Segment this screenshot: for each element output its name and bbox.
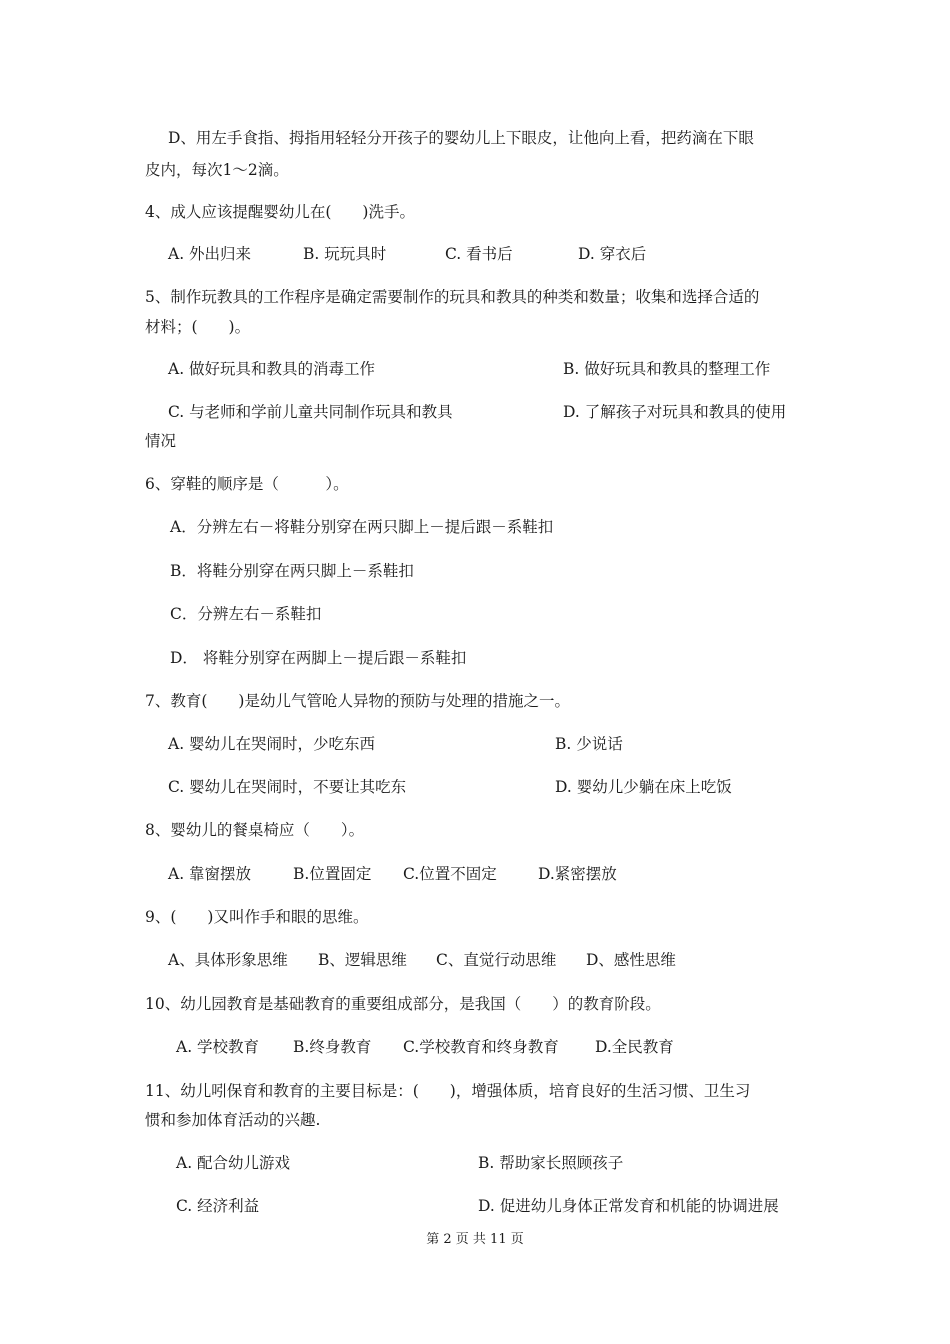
q5-option-c: C. 与老师和学前儿童共同制作玩具和教具 [168,403,453,421]
q8-option-a: A. 靠窗摆放 [168,865,252,883]
q10-option-b: B.终身教育 [293,1038,372,1056]
q4-option-d: D. 穿衣后 [578,245,647,263]
q8-option-b: B.位置固定 [293,865,372,883]
q6-option-c: C．分辨左右－系鞋扣 [170,605,322,623]
q3-option-d-line2: 皮内，每次1～2滴。 [145,161,289,179]
q3-option-d-line1: D、用左手食指、拇指用轻轻分开孩子的婴幼儿上下眼皮，让他向上看，把药滴在下眼 [168,129,754,147]
q7-option-c: C. 婴幼儿在哭闹时，不要让其吃东 [168,778,407,796]
q11-stem-line2: 惯和参加体育活动的兴趣. [145,1111,321,1129]
q6-option-d: D． 将鞋分别穿在两脚上－提后跟－系鞋扣 [170,649,467,667]
page-number: 第 2 页 共 11 页 [426,1232,524,1247]
q6-option-b: B．将鞋分别穿在两只脚上－系鞋扣 [170,562,414,580]
q11-option-a: A. 配合幼儿游戏 [176,1154,291,1172]
q10-option-a: A. 学校教育 [176,1038,260,1056]
q9-option-c: C、直觉行动思维 [436,951,557,969]
q6-stem: 6、穿鞋的顺序是（ ）。 [145,475,349,493]
q7-stem: 7、教育( )是幼儿气管呛人异物的预防与处理的措施之一。 [145,692,570,710]
q11-option-b: B. 帮助家长照顾孩子 [478,1154,624,1172]
q10-option-c: C.学校教育和终身教育 [403,1038,559,1056]
q4-option-a: A. 外出归来 [168,245,252,263]
q7-option-d: D. 婴幼儿少躺在床上吃饭 [555,778,732,796]
q9-stem: 9、( )又叫作手和眼的思维。 [145,908,369,926]
q4-stem: 4、成人应该提醒婴幼儿在( )洗手。 [145,203,415,221]
q11-option-d: D. 促进幼儿身体正常发育和机能的协调进展 [478,1197,779,1215]
q11-stem-line1: 11、幼儿吲保育和教育的主要目标是：( )，增强体质，培育良好的生活习惯、卫生习 [145,1082,751,1100]
q5-option-b: B. 做好玩具和教具的整理工作 [563,360,771,378]
q7-option-b: B. 少说话 [555,735,623,753]
q8-option-d: D.紧密摆放 [538,865,617,883]
q6-option-a: A．分辨左右－将鞋分别穿在两只脚上－提后跟－系鞋扣 [170,518,554,536]
q10-stem: 10、幼儿园教育是基础教育的重要组成部分，是我国（ ）的教育阶段。 [145,995,661,1013]
q5-option-d: D. 了解孩子对玩具和教具的使用 [563,403,787,421]
q5-option-d-wrap: 情况 [145,432,177,450]
q8-option-c: C.位置不固定 [403,865,497,883]
q10-option-d: D.全民教育 [595,1038,674,1056]
q4-option-b: B. 玩玩具时 [303,245,387,263]
q5-stem-line2: 材料；( )。 [145,318,251,336]
q5-stem-line1: 5、制作玩教具的工作程序是确定需要制作的玩具和教具的种类和数量；收集和选择合适的 [145,288,760,306]
q9-option-b: B、逻辑思维 [318,951,407,969]
q5-option-a: A. 做好玩具和教具的消毒工作 [168,360,376,378]
q11-option-c: C. 经济利益 [176,1197,260,1215]
q9-option-d: D、感性思维 [586,951,676,969]
q9-option-a: A、具体形象思维 [168,951,288,969]
q8-stem: 8、婴幼儿的餐桌椅应（ ）。 [145,821,365,839]
q7-option-a: A. 婴幼儿在哭闹时，少吃东西 [168,735,376,753]
q4-option-c: C. 看书后 [445,245,513,263]
